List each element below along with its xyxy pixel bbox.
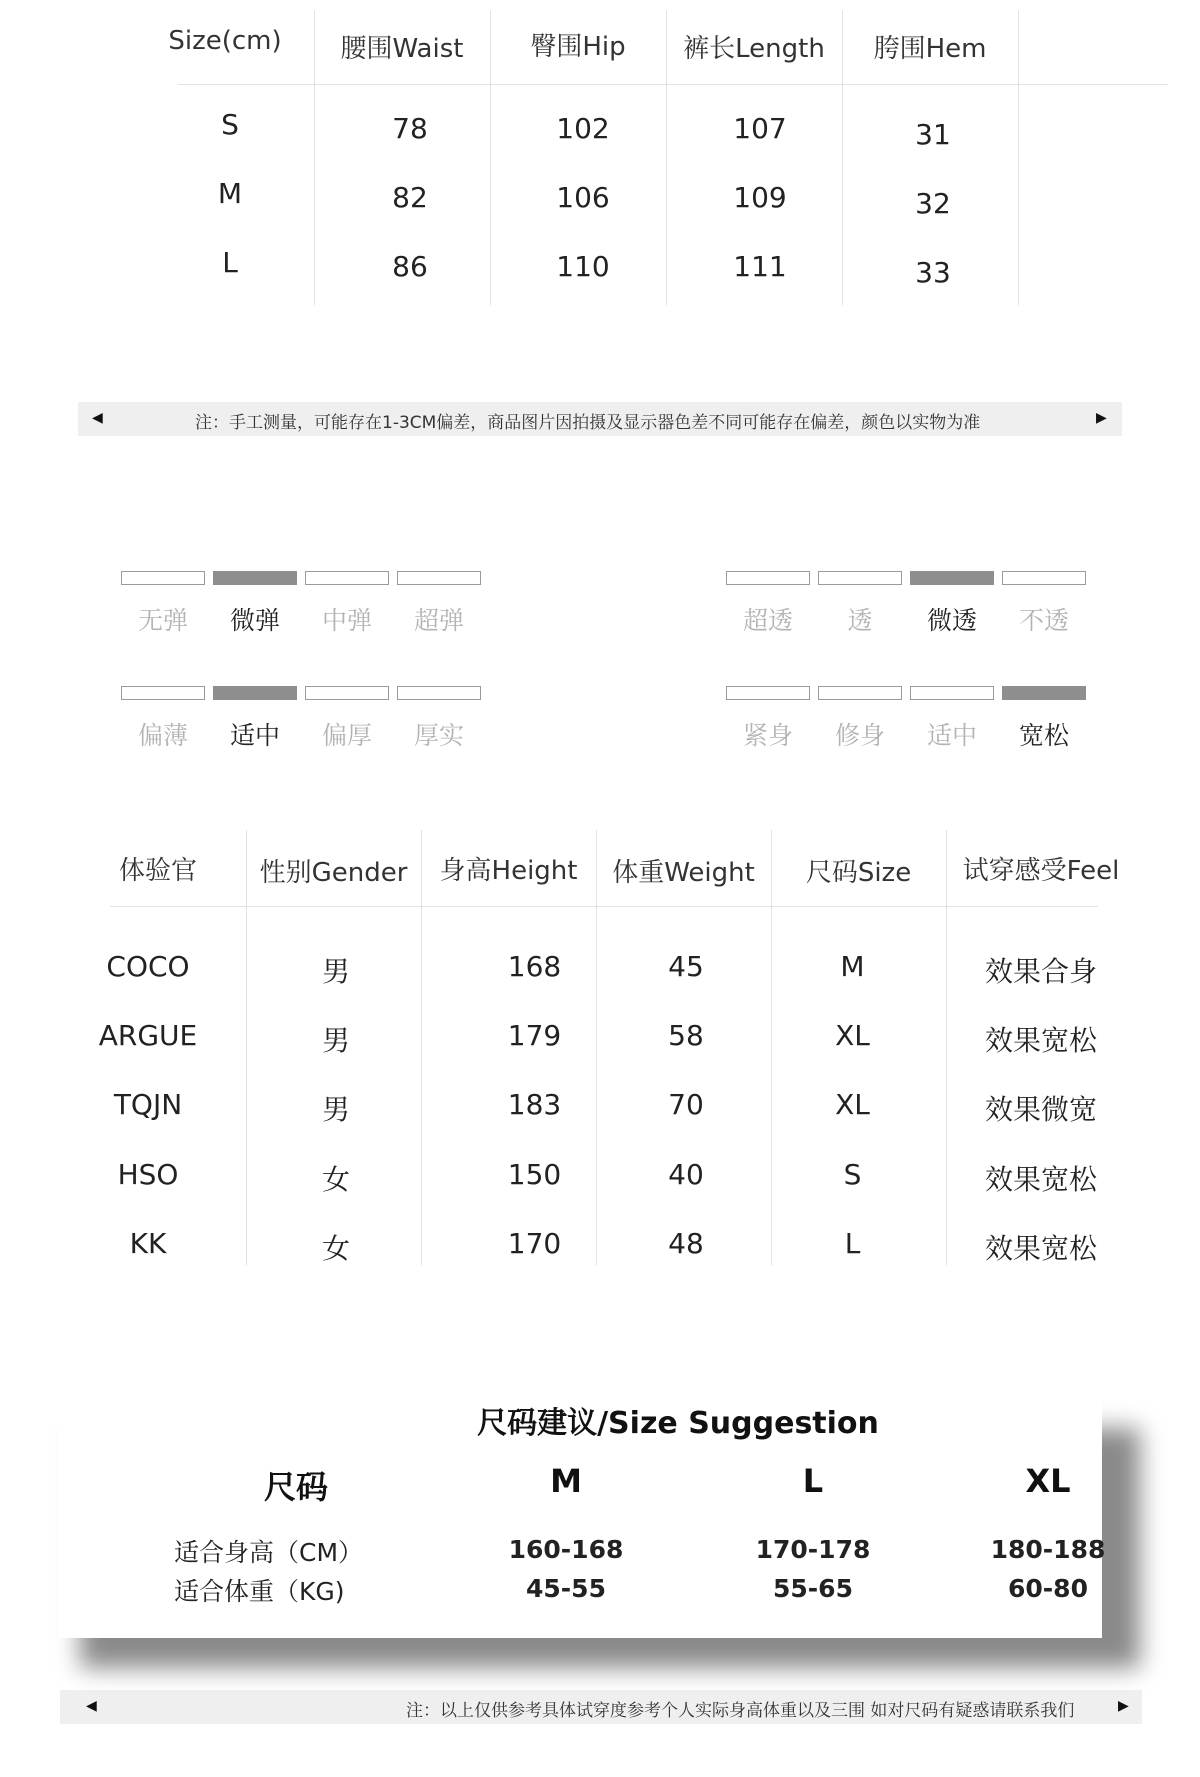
hem-header: 胯围Hem bbox=[873, 34, 987, 64]
gender-cell: 男 bbox=[321, 1024, 350, 1057]
size-suggestion-panel bbox=[58, 1398, 1106, 1638]
header-divider bbox=[178, 84, 1168, 85]
triangle-left-icon: ◀ bbox=[86, 1698, 97, 1714]
size-header: Size(cm) bbox=[168, 26, 282, 56]
scale-segment bbox=[818, 571, 902, 585]
hip-cell: 106 bbox=[556, 181, 610, 214]
hip-cell: 102 bbox=[556, 112, 610, 145]
height-cell: 183 bbox=[507, 1088, 562, 1121]
hip-header: 臀围Hip bbox=[530, 32, 626, 62]
scale-segment bbox=[818, 686, 902, 700]
waist-header: 腰围Waist bbox=[340, 34, 464, 64]
scale-label: 透 bbox=[847, 606, 873, 635]
weight-header: 体重Weight bbox=[612, 858, 755, 888]
scale-segment bbox=[1002, 571, 1086, 585]
weight-l: 55-65 bbox=[773, 1574, 853, 1603]
size-header: 尺码Size bbox=[805, 858, 912, 888]
waist-cell: 78 bbox=[392, 112, 428, 145]
height-cell: 179 bbox=[507, 1019, 562, 1052]
triangle-right-icon: ▶ bbox=[1096, 410, 1107, 426]
measurement-note: 注：手工测量，可能存在1-3CM偏差，商品图片因拍摄及显示器色差不同可能存在偏差，颜色以实物为准 bbox=[195, 413, 981, 433]
hip-cell: 110 bbox=[556, 250, 610, 283]
length-cell: 111 bbox=[733, 250, 787, 283]
gender-cell: 女 bbox=[321, 1232, 350, 1265]
scale-label-selected: 适中 bbox=[229, 721, 280, 750]
scale-label: 偏薄 bbox=[137, 721, 188, 750]
divider bbox=[1018, 10, 1019, 305]
scale-label-selected: 微弹 bbox=[229, 606, 280, 635]
size-cell: XL bbox=[835, 1088, 870, 1121]
feel-cell: 效果微宽 bbox=[984, 1093, 1097, 1126]
waist-cell: 86 bbox=[392, 250, 428, 283]
hem-cell: 33 bbox=[915, 256, 951, 289]
feel-cell: 效果宽松 bbox=[984, 1232, 1097, 1265]
size-cell: L bbox=[222, 246, 238, 279]
note-bar-top bbox=[78, 402, 1122, 436]
size-cell: S bbox=[843, 1158, 862, 1191]
weight-label: 适合体重（KG) bbox=[174, 1577, 345, 1606]
weight-m: 45-55 bbox=[526, 1574, 606, 1603]
weight-cell: 58 bbox=[668, 1019, 704, 1052]
scale-label: 超透 bbox=[742, 606, 793, 635]
scale-segment bbox=[910, 686, 994, 700]
scale-segment bbox=[121, 686, 205, 700]
gender-cell: 女 bbox=[321, 1163, 350, 1196]
scale-label-selected: 微透 bbox=[926, 606, 977, 635]
scale-segment bbox=[726, 686, 810, 700]
scale-label-selected: 宽松 bbox=[1018, 721, 1069, 750]
scale-label: 厚实 bbox=[413, 721, 464, 750]
tester-name-cell: HSO bbox=[117, 1158, 179, 1191]
height-xl: 180-188 bbox=[990, 1535, 1106, 1564]
weight-cell: 48 bbox=[668, 1227, 704, 1260]
divider bbox=[421, 830, 422, 1265]
scale-segment-selected bbox=[1002, 686, 1086, 700]
size-cell: M bbox=[840, 950, 865, 983]
feel-header: 试穿感受Feel bbox=[962, 856, 1120, 886]
scale-label: 紧身 bbox=[742, 721, 793, 750]
weight-cell: 70 bbox=[668, 1088, 704, 1121]
scale-segment bbox=[305, 571, 389, 585]
divider bbox=[246, 830, 247, 1265]
scale-segment-selected bbox=[910, 571, 994, 585]
scale-label: 适中 bbox=[926, 721, 977, 750]
size-cell: L bbox=[844, 1227, 861, 1260]
suggestion-title: 尺码建议/Size Suggestion bbox=[477, 1406, 879, 1441]
scale-segment bbox=[121, 571, 205, 585]
reference-note: 注：以上仅供参考具体试穿度参考个人实际身高体重以及三围 如对尺码有疑惑请联系我们 bbox=[406, 1701, 1075, 1721]
triangle-right-icon: ▶ bbox=[1118, 1698, 1129, 1714]
scale-segment bbox=[397, 571, 481, 585]
height-cell: 150 bbox=[507, 1158, 562, 1191]
scale-label: 无弹 bbox=[137, 606, 188, 635]
feel-cell: 效果宽松 bbox=[984, 1163, 1097, 1196]
feel-cell: 效果合身 bbox=[984, 955, 1097, 988]
length-header: 裤长Length bbox=[683, 34, 825, 64]
scale-label: 修身 bbox=[834, 721, 885, 750]
waist-cell: 82 bbox=[392, 181, 428, 214]
size-col-m: M bbox=[550, 1462, 582, 1500]
scale-label: 偏厚 bbox=[321, 721, 372, 750]
size-col-xl: XL bbox=[1025, 1462, 1071, 1500]
tester-name-cell: TQJN bbox=[113, 1088, 183, 1121]
scale-segment bbox=[397, 686, 481, 700]
size-cell: M bbox=[217, 177, 243, 210]
scale-segment-selected bbox=[213, 686, 297, 700]
scale-segment bbox=[726, 571, 810, 585]
scale-label: 不透 bbox=[1018, 606, 1069, 635]
size-cell: XL bbox=[835, 1019, 870, 1052]
note-bar-bottom bbox=[60, 1690, 1142, 1724]
feel-cell: 效果宽松 bbox=[984, 1024, 1097, 1057]
height-l: 170-178 bbox=[755, 1535, 871, 1564]
tester-name-cell: KK bbox=[129, 1227, 167, 1260]
gender-cell: 男 bbox=[321, 1093, 350, 1126]
height-cell: 170 bbox=[507, 1227, 562, 1260]
size-cell: S bbox=[221, 108, 239, 141]
weight-cell: 40 bbox=[668, 1158, 704, 1191]
height-label: 适合身高（CM） bbox=[174, 1538, 364, 1567]
triangle-left-icon: ◀ bbox=[92, 410, 103, 426]
height-cell: 168 bbox=[507, 950, 562, 983]
gender-cell: 男 bbox=[321, 955, 350, 988]
size-col-l: L bbox=[802, 1462, 824, 1500]
height-m: 160-168 bbox=[508, 1535, 624, 1564]
scale-label: 中弹 bbox=[321, 606, 372, 635]
tester-name-cell: COCO bbox=[106, 950, 190, 983]
height-header: 身高Height bbox=[439, 856, 578, 886]
length-cell: 109 bbox=[733, 181, 787, 214]
scale-segment bbox=[305, 686, 389, 700]
size-row-header: 尺码 bbox=[263, 1468, 328, 1506]
tester-name-cell: ARGUE bbox=[98, 1019, 198, 1052]
hem-cell: 32 bbox=[915, 187, 951, 220]
tester-header: 体验官 bbox=[118, 856, 197, 886]
header-divider bbox=[110, 906, 1098, 907]
weight-xl: 60-80 bbox=[1008, 1574, 1088, 1603]
weight-cell: 45 bbox=[668, 950, 704, 983]
length-cell: 107 bbox=[733, 112, 787, 145]
scale-label: 超弹 bbox=[413, 606, 464, 635]
hem-cell: 31 bbox=[915, 118, 951, 151]
scale-segment-selected bbox=[213, 571, 297, 585]
gender-header: 性别Gender bbox=[259, 858, 408, 888]
